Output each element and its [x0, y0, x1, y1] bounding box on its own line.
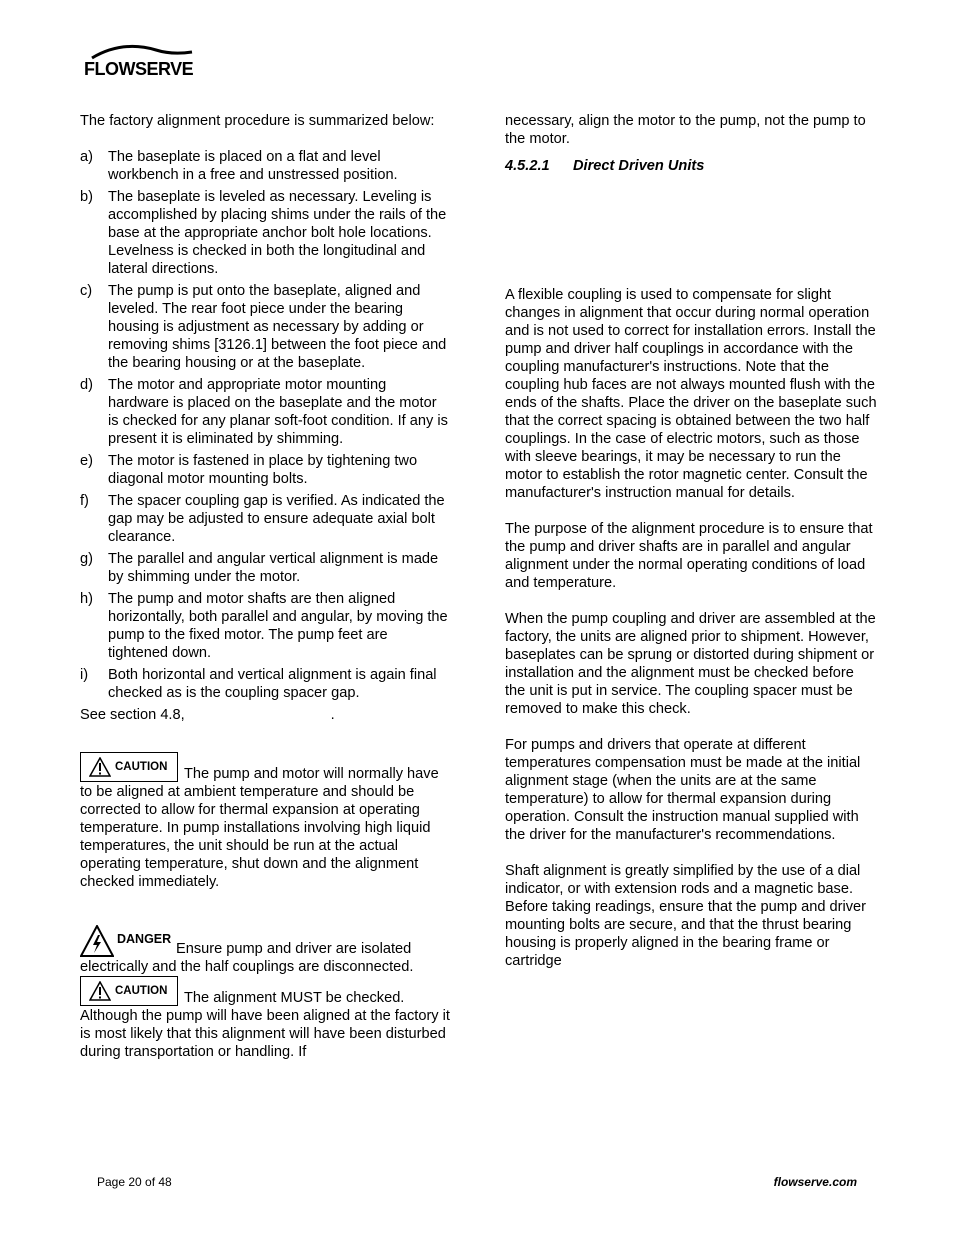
paragraph-factory: When the pump coupling and driver are assembled at the factory, the units are aligned prior to shipment. However, baseplates can be sprung or distorted during shipment or installation and the alignment must be checked before the unit is put in service. The coupling spacer must be removed to make this check. — [505, 611, 876, 717]
caution-paragraph-2: CAUTION The alignment MUST be checked. Although the pump will have been aligned at the factory it is most likely that this alignment will have been disturbed during transportation or handling. If — [80, 976, 450, 1061]
caution-badge: CAUTION — [80, 976, 178, 1006]
continued-text: necessary, align the motor to the pump, not the pump to the motor. — [505, 113, 866, 147]
procedure-list — [80, 148, 450, 702]
list-item: e) The motor is fastened in place by tightening two diagonal motor mounting bolts. — [80, 453, 418, 487]
caution-paragraph-1: CAUTION The pump and motor will normally have to be aligned at ambient temperature and should be corrected to allow for thermal expansion at operating temperature. In pump installations involving high liquid temperatures, the unit should be run at the actual operating temperature, shut down and the alignment checked immediately. — [80, 752, 450, 891]
list-item: a) The baseplate is placed on a flat and level workbench in a free and unstressed position. — [80, 149, 398, 183]
section-heading: 4.5.2.1 Direct Driven Units — [505, 158, 705, 174]
paragraph-coupling: A flexible coupling is used to compensate for slight changes in alignment that occur during normal operation and is not used to correct for installation errors. Install the pump and driver half couplings in accordance with the coupling manufacturer's instructions. Note that the coupling hub faces are not always mounted flush with the ends of the shafts. Place the driver on the baseplate such that the correct spacing is obtained between the two half couplings. In the case of electric motors, such as those with sleeve bearings, it may be necessary to run the motor to establish the rotor magnetic center. Consult the manufacturer's instruction manual for details. — [505, 287, 877, 501]
list-item: c) The pump is put onto the baseplate, aligned and leveled. The rear foot piece under the bearing housing is adjustment as necessary by adding or removing shims [3126.1] between the foot piece and the bearing housing or at the baseplate. — [80, 283, 447, 371]
list-item: b) The baseplate is leveled as necessary. Leveling is accomplished by placing shims under the rails of the base at the appropriate anchor bolt hole locations. Levelness is checked in both the longitudinal and lateral directions. — [80, 189, 447, 277]
see-section-text: See section 4.8, . — [80, 707, 335, 723]
danger-paragraph: DANGER Ensure pump and driver are isolated electrically and the half couplings are disconnected. — [80, 925, 450, 976]
logo-text: FLOWSERVE — [84, 59, 194, 79]
list-item: h) The pump and motor shafts are then aligned horizontally, both parallel and angular, by moving the pump to the fixed motor. The pump feet are tightened down. — [80, 591, 448, 661]
warning-triangle-icon — [89, 981, 111, 1001]
list-item: d) The motor and appropriate motor mounting hardware is placed on the baseplate and the motor is checked for any planar soft-foot condition. If any is present it is eliminated by shimming. — [80, 377, 448, 447]
list-item: f) The spacer coupling gap is verified. As indicated the gap may be adjusted to ensure adequate axial bolt clearance. — [80, 493, 445, 545]
list-item: i) Both horizontal and vertical alignment is again final checked as is the coupling spacer gap. — [80, 667, 437, 701]
warning-triangle-icon — [89, 757, 111, 777]
paragraph-purpose: The purpose of the alignment procedure is to ensure that the pump and driver shafts are in parallel and angular alignment under the normal operating conditions of load and temperature. — [505, 521, 873, 591]
danger-badge: DANGER — [80, 925, 176, 957]
paragraph-shaft-alignment: Shaft alignment is greatly simplified by the use of a dial indicator, or with extension rods and a magnetic base. Before taking readings, ensure that the pump and driver mounting bolts are secure, and that the thrust bearing housing is properly aligned in the bearing frame or cartridge — [505, 863, 867, 969]
flowserve-logo — [82, 44, 202, 80]
footer-website: flowserve.com — [773, 1175, 857, 1189]
list-item: g) The parallel and angular vertical alignment is made by shimming under the motor. — [80, 551, 439, 585]
page-number: Page 20 of 48 — [97, 1175, 172, 1189]
caution-badge: CAUTION — [80, 752, 178, 782]
paragraph-temperature: For pumps and drivers that operate at different temperatures compensation must be made at the initial alignment stage (when the units are at the same temperature) to allow for thermal expansion during operation. Consult the instruction manual supplied with the driver for the manufacturer's recommendations. — [505, 737, 861, 843]
intro-text: The factory alignment procedure is summarized below: — [80, 113, 435, 129]
left-column — [80, 112, 450, 1061]
electrical-hazard-icon — [80, 925, 114, 957]
right-column — [505, 112, 877, 970]
